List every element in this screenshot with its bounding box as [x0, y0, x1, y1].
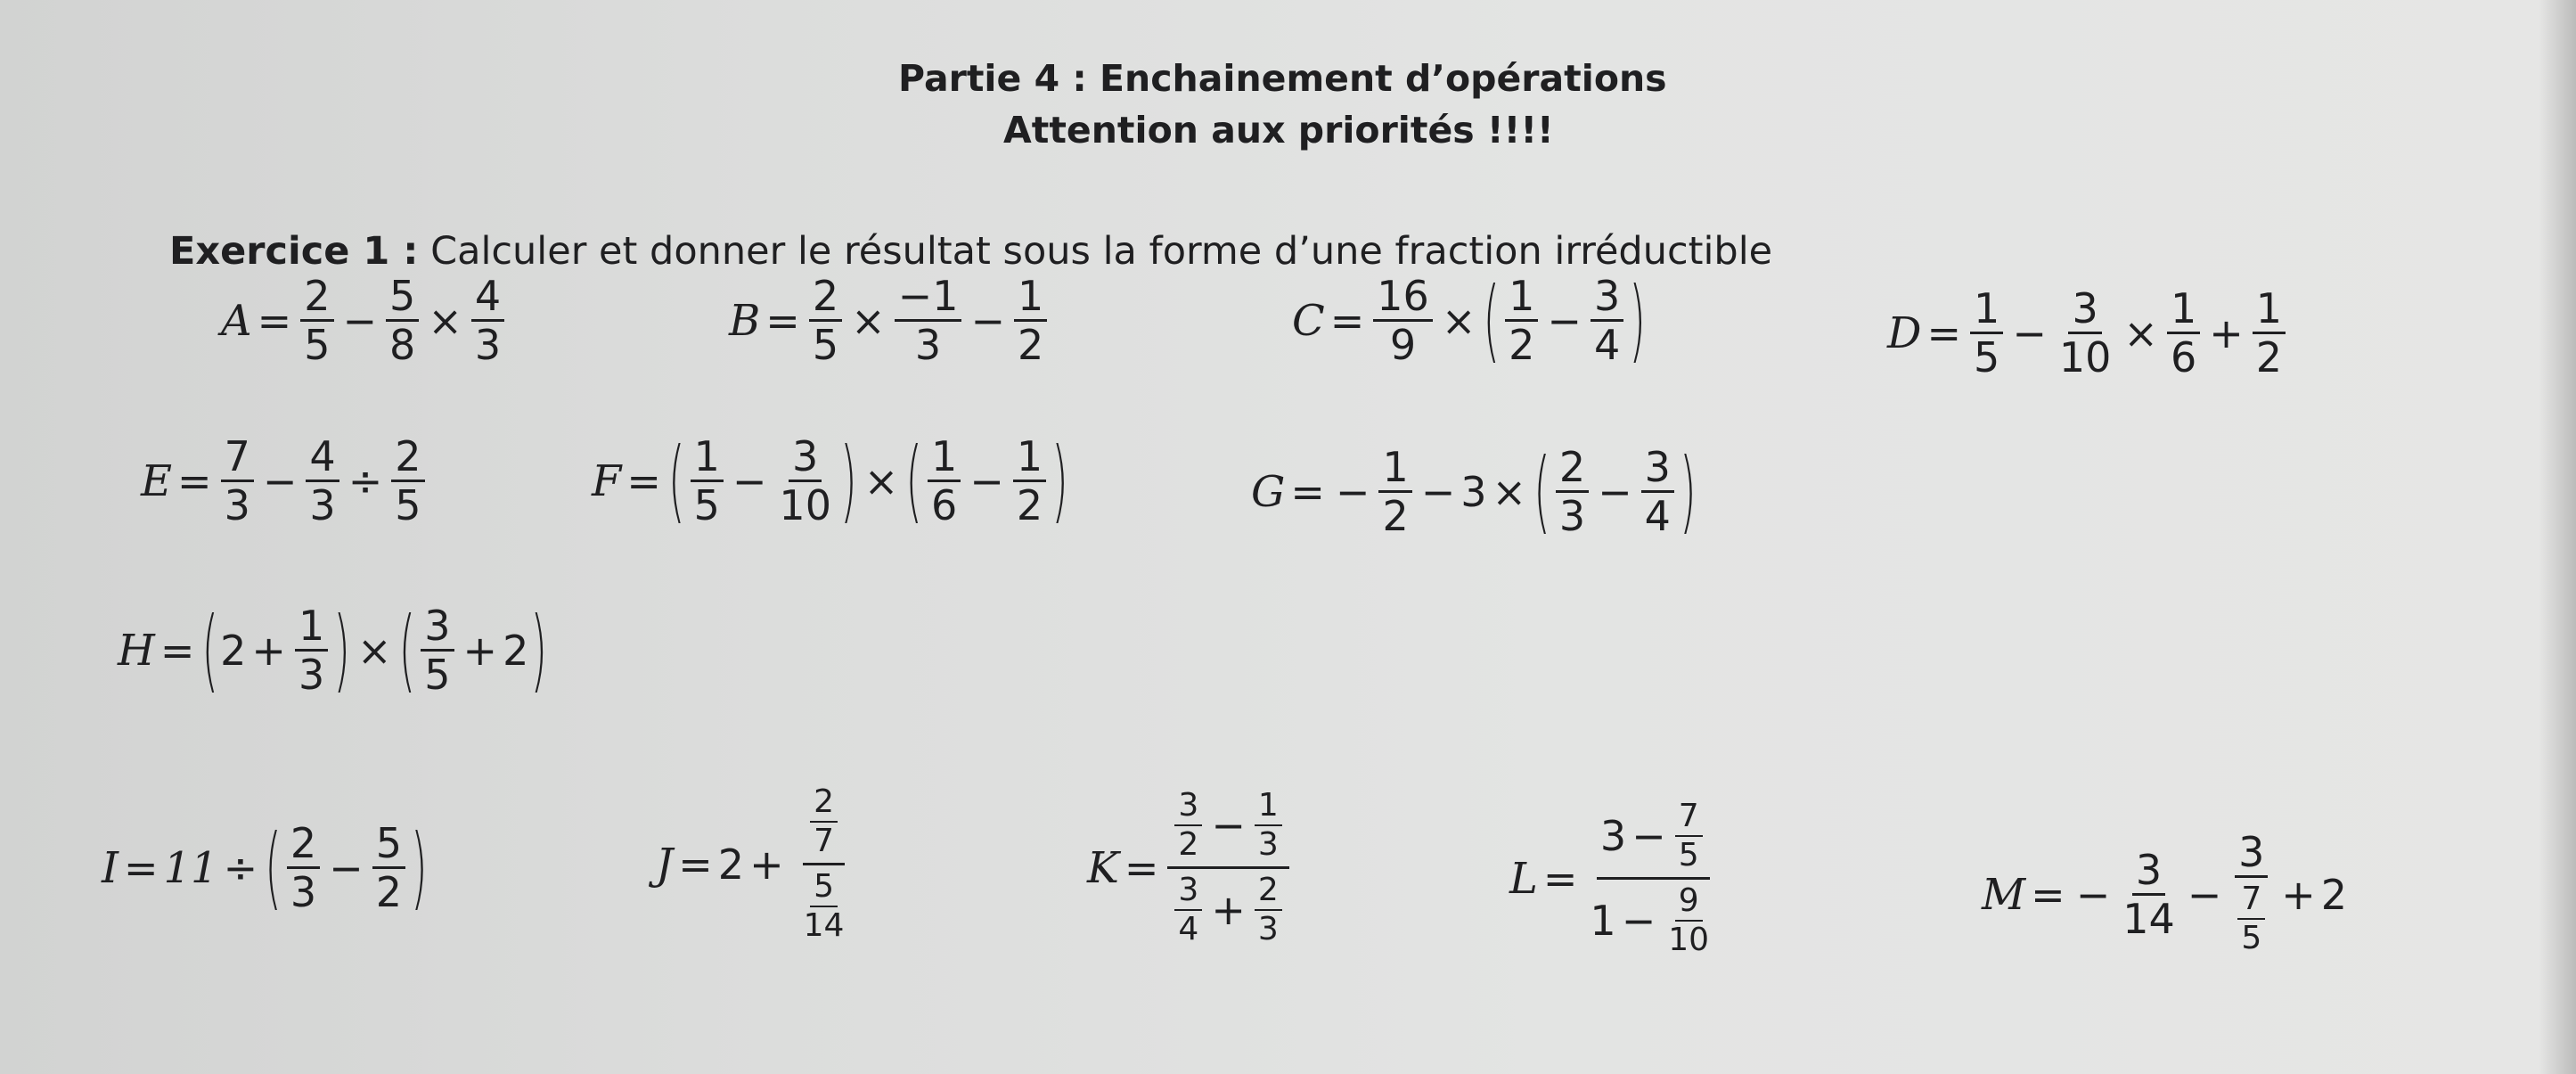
right-parenthesis: ): [410, 815, 428, 921]
denominator: 5: [812, 321, 839, 369]
parenthesis-group: [1532, 439, 1698, 545]
denominator: 3: [290, 868, 317, 916]
fraction: [2056, 285, 2115, 381]
denominator: 14: [2122, 895, 2175, 943]
left-parenthesis: (: [1483, 267, 1501, 373]
times-sign: ×: [1492, 467, 1527, 516]
denominator: 3: [474, 321, 502, 369]
times-sign: ×: [428, 296, 462, 345]
numerator: 1: [2253, 285, 2286, 334]
parenthesis-group: [397, 597, 550, 703]
numerator: [1597, 795, 1710, 880]
denominator: 2: [1178, 826, 1199, 863]
left-parenthesis: (: [265, 815, 282, 921]
divide-sign: ÷: [348, 456, 383, 505]
expression-c: [1292, 267, 1648, 373]
fraction: [287, 820, 320, 915]
fraction: [1591, 273, 1623, 368]
equals-sign: =: [1124, 843, 1159, 892]
denominator: 2: [375, 868, 402, 916]
fraction: [1556, 444, 1589, 539]
numerator: 16: [1373, 273, 1433, 322]
numerator: 4: [471, 273, 504, 322]
denominator: 6: [930, 481, 958, 529]
numerator: 3: [2132, 847, 2165, 896]
fraction: [306, 433, 339, 529]
number: 11: [163, 842, 218, 893]
numerator: 2: [810, 783, 838, 823]
numerator: 2: [809, 273, 842, 322]
minus-sign: −: [262, 456, 298, 505]
numerator: 4: [306, 433, 339, 482]
plus-sign: +: [2209, 308, 2244, 357]
numerator: 3: [421, 603, 454, 652]
numerator: 3: [1591, 273, 1623, 322]
denominator: 5: [2241, 920, 2262, 956]
complex-fraction: [1167, 784, 1288, 951]
denominator: [793, 865, 855, 947]
expression-k: [1087, 784, 1293, 951]
plus-sign: +: [462, 626, 498, 675]
times-sign: ×: [851, 296, 886, 345]
variable-f: F: [592, 455, 622, 506]
denominator: 5: [424, 651, 451, 699]
denominator: 9: [1389, 321, 1417, 369]
plus-sign: +: [749, 840, 784, 889]
equals-sign: =: [1329, 296, 1365, 345]
numerator: 7: [221, 433, 254, 482]
fraction: [300, 273, 333, 368]
parenthesis-group: [666, 428, 859, 534]
denominator: 2: [1509, 321, 1535, 369]
numerator: 3: [1641, 444, 1674, 493]
numerator: 3: [2235, 829, 2268, 878]
variable-g: G: [1251, 466, 1286, 517]
expression-e: [141, 433, 429, 529]
number: 1: [1590, 897, 1616, 945]
fraction: [1378, 444, 1411, 539]
numerator: 1: [1013, 433, 1046, 482]
fraction: [2237, 881, 2265, 957]
numerator: −1: [895, 273, 962, 322]
expression-g: [1251, 439, 1698, 545]
expression-h: [118, 597, 549, 703]
fraction: [809, 273, 842, 368]
denominator: 8: [389, 321, 416, 369]
page-title: Partie 4 : Enchainement d’opérations: [898, 57, 1667, 100]
expression-a: [221, 273, 508, 368]
numerator: 5: [372, 820, 405, 869]
minus-sign: −: [1621, 897, 1656, 945]
equals-sign: =: [2031, 870, 2065, 919]
numerator: 9: [1675, 882, 1703, 922]
equals-sign: =: [177, 456, 212, 505]
equals-sign: =: [678, 840, 713, 889]
numerator: 3: [789, 433, 822, 482]
minus-sign: −: [1631, 812, 1666, 860]
times-sign: ×: [863, 456, 899, 505]
denominator: 4: [1644, 492, 1671, 540]
denominator: 10: [779, 481, 831, 529]
fraction: [1255, 787, 1282, 864]
variable-m: M: [1982, 869, 2026, 920]
number: 2: [717, 840, 745, 889]
variable-a: A: [221, 295, 252, 346]
parenthesis-group: [1481, 267, 1648, 373]
fraction: [1174, 787, 1202, 864]
number: 3: [1460, 467, 1487, 516]
numerator: [803, 781, 845, 865]
denominator: [1167, 869, 1288, 951]
fraction: [1373, 273, 1433, 368]
denominator: 5: [1974, 333, 2000, 381]
numerator: 2: [391, 433, 424, 482]
numerator: 2: [1255, 872, 1282, 911]
minus-sign: −: [2187, 870, 2222, 919]
denominator: [1586, 880, 1720, 962]
exercise-label: Exercice 1 :: [169, 229, 419, 274]
fraction: [1641, 444, 1674, 539]
minus-sign: −: [342, 296, 378, 345]
denominator: 6: [2170, 333, 2197, 381]
expression-f: [592, 428, 1070, 534]
denominator: 2: [2255, 333, 2283, 381]
denominator: 7: [814, 823, 834, 859]
minus-sign: −: [969, 456, 1004, 505]
denominator: 5: [304, 321, 331, 369]
numerator: 1: [2167, 285, 2200, 334]
expression-l: [1509, 795, 1723, 962]
fraction: [1014, 273, 1047, 368]
fraction: [2119, 847, 2179, 942]
minus-sign: −: [1420, 467, 1456, 516]
numerator: 1: [1970, 285, 2003, 334]
expression-j: [656, 781, 858, 947]
numerator: 2: [300, 273, 333, 322]
minus-sign: −: [970, 296, 1006, 345]
fraction: [386, 273, 419, 368]
equals-sign: =: [1542, 854, 1578, 903]
numerator: 1: [1378, 444, 1411, 493]
numerator: 5: [386, 273, 419, 322]
variable-h: H: [118, 625, 155, 676]
minus-sign: −: [732, 456, 767, 505]
denominator: [2230, 878, 2272, 960]
fraction: [295, 603, 328, 698]
fraction: [2167, 285, 2200, 381]
numerator: 1: [691, 433, 724, 482]
equals-sign: =: [159, 626, 195, 675]
minus-sign: −: [329, 843, 364, 892]
denominator: 3: [1257, 911, 1279, 947]
numerator: 3: [2068, 285, 2101, 334]
left-parenthesis: (: [398, 597, 416, 703]
denominator: 5: [1678, 837, 1699, 873]
parenthesis-group: [200, 597, 352, 703]
equals-sign: =: [765, 296, 800, 345]
fraction: [1013, 433, 1046, 529]
denominator: 3: [224, 481, 250, 529]
denominator: 5: [693, 481, 720, 529]
fraction: [1505, 273, 1538, 368]
denominator: 3: [298, 651, 325, 699]
denominator: 10: [2058, 333, 2112, 381]
fraction: [1174, 872, 1202, 948]
right-parenthesis: ): [1629, 267, 1646, 373]
equals-sign: =: [626, 456, 661, 505]
left-parenthesis: (: [201, 597, 219, 703]
minus-sign: −: [1211, 801, 1246, 849]
fraction: [1255, 872, 1282, 948]
parenthesis-group: [263, 815, 429, 921]
equals-sign: =: [123, 843, 159, 892]
exercise-instruction: [169, 229, 1772, 274]
fraction: [1675, 798, 1703, 874]
fraction: [221, 433, 254, 529]
left-parenthesis: (: [667, 428, 685, 534]
numerator: 2: [287, 820, 320, 869]
equals-sign: =: [1926, 308, 1962, 357]
fraction: [800, 868, 848, 945]
denominator: 3: [914, 321, 942, 369]
expression-d: [1887, 285, 2289, 381]
numerator: 5: [810, 868, 838, 907]
number: 2: [503, 626, 529, 675]
variable-j: J: [656, 839, 674, 890]
right-parenthesis: ): [839, 428, 857, 534]
minus-sign: −: [1598, 467, 1632, 516]
denominator: 5: [395, 481, 421, 529]
parenthesis-group: [904, 428, 1070, 534]
minus-sign: −: [2012, 308, 2047, 357]
expression-i: [102, 815, 429, 921]
right-parenthesis: ): [530, 597, 548, 703]
numerator: 3: [1174, 872, 1202, 911]
number: 2: [220, 626, 247, 675]
fraction: [1664, 882, 1713, 959]
denominator: 2: [1382, 492, 1409, 540]
variable-c: C: [1292, 295, 1325, 346]
variable-k: K: [1087, 842, 1119, 893]
times-sign: ×: [1441, 296, 1476, 345]
plus-sign: +: [1211, 886, 1246, 934]
fraction: [421, 603, 454, 698]
equals-sign: =: [257, 296, 292, 345]
numerator: 1: [1255, 787, 1282, 826]
denominator: 3: [1257, 826, 1279, 863]
page-edge-shadow: [2539, 0, 2576, 1074]
denominator: 4: [1178, 911, 1199, 947]
variable-e: E: [141, 455, 173, 506]
denominator: 4: [1593, 321, 1621, 369]
complex-fraction: [793, 781, 855, 947]
right-parenthesis: ): [333, 597, 350, 703]
times-sign: ×: [2123, 308, 2158, 357]
fraction: [775, 433, 835, 529]
fraction: [391, 433, 424, 529]
numerator: 2: [1556, 444, 1589, 493]
numerator: [1167, 784, 1288, 869]
equals-sign: =: [1290, 467, 1325, 516]
numerator: 1: [928, 433, 961, 482]
numerator: 7: [2237, 881, 2265, 920]
numerator: 1: [1014, 273, 1047, 322]
denominator: 14: [803, 907, 845, 944]
variable-i: I: [102, 842, 119, 893]
variable-b: B: [729, 295, 761, 346]
fraction: [691, 433, 724, 529]
fraction: [471, 273, 504, 368]
expression-m: [1982, 829, 2347, 960]
number: 3: [1599, 812, 1627, 860]
variable-d: D: [1887, 307, 1922, 358]
minus-sign: −: [1335, 467, 1370, 516]
divide-sign: ÷: [223, 843, 258, 892]
fraction: [928, 433, 961, 529]
numerator: 1: [295, 603, 328, 652]
right-parenthesis: ): [1051, 428, 1068, 534]
exercise-text: Calculer et donner le résultat sous la forme d’une fraction irréductible: [418, 229, 1773, 274]
denominator: 2: [1016, 481, 1043, 529]
expression-b: [729, 273, 1051, 368]
complex-fraction: [1586, 795, 1720, 962]
variable-l: L: [1509, 853, 1538, 904]
fraction: [372, 820, 405, 915]
numerator: 1: [1505, 273, 1538, 322]
denominator: 3: [309, 481, 336, 529]
denominator: 2: [1018, 321, 1044, 369]
minus-sign: −: [1547, 296, 1582, 345]
fraction: [810, 783, 838, 860]
times-sign: ×: [356, 626, 392, 675]
denominator: 3: [1558, 492, 1586, 540]
page-subtitle: Attention aux priorités !!!!: [1003, 109, 1554, 152]
numerator: 7: [1675, 798, 1703, 837]
minus-sign: −: [2075, 870, 2111, 919]
fraction: [895, 273, 962, 368]
complex-fraction: [2230, 829, 2272, 960]
plus-sign: +: [2281, 870, 2316, 919]
denominator: 10: [1668, 922, 1710, 958]
number: 2: [2320, 870, 2348, 919]
left-parenthesis: (: [1533, 439, 1550, 545]
numerator: 3: [1174, 787, 1202, 826]
fraction: [1970, 285, 2003, 381]
plus-sign: +: [251, 626, 286, 675]
fraction: [2253, 285, 2286, 381]
right-parenthesis: ): [1679, 439, 1697, 545]
left-parenthesis: (: [905, 428, 922, 534]
